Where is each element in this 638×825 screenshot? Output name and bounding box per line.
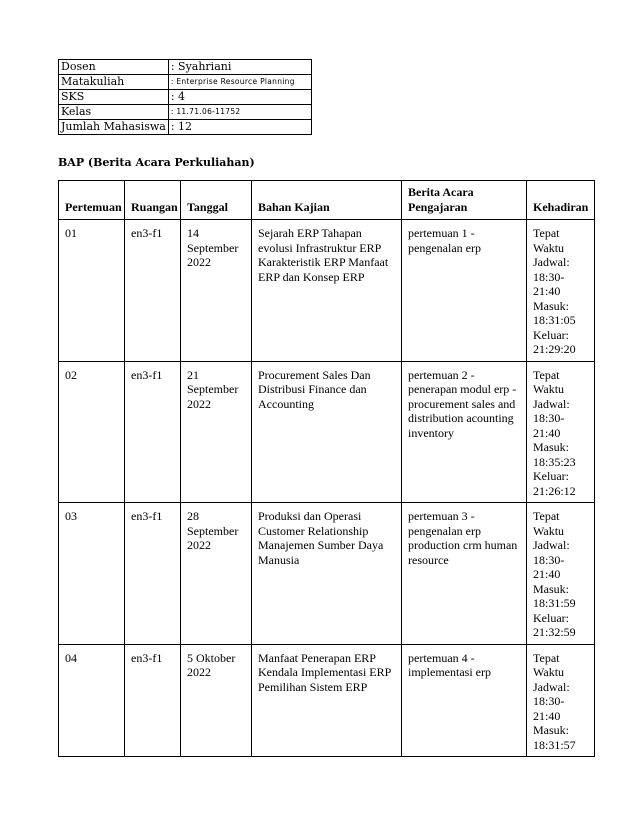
info-row-sks (59, 90, 312, 105)
matakuliah-label: Matakuliah (59, 75, 169, 90)
info-row-matakuliah (59, 75, 312, 90)
cell-tanggal: 28 September 2022 (181, 503, 252, 645)
cell-pertemuan: 04 (59, 644, 125, 757)
header-pertemuan: Pertemuan (59, 181, 125, 220)
bap-header-row (59, 181, 595, 220)
cell-bahan-kajian: Produksi dan Operasi Customer Relationship Manajemen Sumber Daya Manusia (252, 503, 402, 645)
cell-berita-acara: pertemuan 2 - penerapan modul erp - procurement sales and distribution acounting inventory (402, 361, 527, 503)
info-row-dosen (59, 60, 312, 75)
cell-tanggal: 5 Oktober 2022 (181, 644, 252, 757)
dosen-value: : Syahriani (168, 60, 311, 75)
header-ruangan: Ruangan (125, 181, 181, 220)
bap-title: BAP (Berita Acara Perkuliahan) (58, 156, 255, 169)
jumlah-mahasiswa-value: : 12 (168, 120, 311, 135)
info-row-kelas (59, 105, 312, 120)
matakuliah-value: : Enterprise Resource Planning (168, 75, 311, 90)
cell-kehadiran: Tepat Waktu Jadwal: 18:30- 21:40 Masuk: 18:31:57 (527, 644, 595, 757)
table-row (59, 361, 595, 503)
cell-tanggal: 14 September 2022 (181, 220, 252, 362)
cell-tanggal: 21 September 2022 (181, 361, 252, 503)
cell-kehadiran: Tepat Waktu Jadwal: 18:30- 21:40 Masuk: 18:31:59 Keluar: 21:32:59 (527, 503, 595, 645)
cell-bahan-kajian: Sejarah ERP Tahapan evolusi Infrastruktur ERP Karakteristik ERP Manfaat ERP dan Konsep ERP (252, 220, 402, 362)
table-row (59, 644, 595, 757)
header-tanggal: Tanggal (181, 181, 252, 220)
course-info-table (58, 59, 312, 135)
header-bahan-kajian: Bahan Kajian (252, 181, 402, 220)
bap-table (58, 180, 595, 757)
cell-kehadiran: Tepat Waktu Jadwal: 18:30- 21:40 Masuk: 18:31:05 Keluar: 21:29:20 (527, 220, 595, 362)
cell-pertemuan: 03 (59, 503, 125, 645)
info-row-jumlah-mahasiswa (59, 120, 312, 135)
cell-berita-acara: pertemuan 4 - implementasi erp (402, 644, 527, 757)
cell-pertemuan: 01 (59, 220, 125, 362)
header-berita-acara: Berita Acara Pengajaran (402, 181, 527, 220)
jumlah-mahasiswa-label: Jumlah Mahasiswa (59, 120, 169, 135)
cell-pertemuan: 02 (59, 361, 125, 503)
sks-value: : 4 (168, 90, 311, 105)
table-row (59, 220, 595, 362)
cell-bahan-kajian: Procurement Sales Dan Distribusi Finance dan Accounting (252, 361, 402, 503)
sks-label: SKS (59, 90, 169, 105)
cell-ruangan: en3-f1 (125, 220, 181, 362)
table-row (59, 503, 595, 645)
cell-berita-acara: pertemuan 1 - pengenalan erp (402, 220, 527, 362)
cell-bahan-kajian: Manfaat Penerapan ERP Kendala Implementasi ERP Pemilihan Sistem ERP (252, 644, 402, 757)
dosen-label: Dosen (59, 60, 169, 75)
cell-kehadiran: Tepat Waktu Jadwal: 18:30- 21:40 Masuk: 18:35:23 Keluar: 21:26:12 (527, 361, 595, 503)
cell-ruangan: en3-f1 (125, 361, 181, 503)
cell-ruangan: en3-f1 (125, 644, 181, 757)
header-kehadiran: Kehadiran (527, 181, 595, 220)
kelas-value: : 11.71.06-11752 (168, 105, 311, 120)
cell-ruangan: en3-f1 (125, 503, 181, 645)
kelas-label: Kelas (59, 105, 169, 120)
cell-berita-acara: pertemuan 3 - pengenalan erp production crm human resource (402, 503, 527, 645)
